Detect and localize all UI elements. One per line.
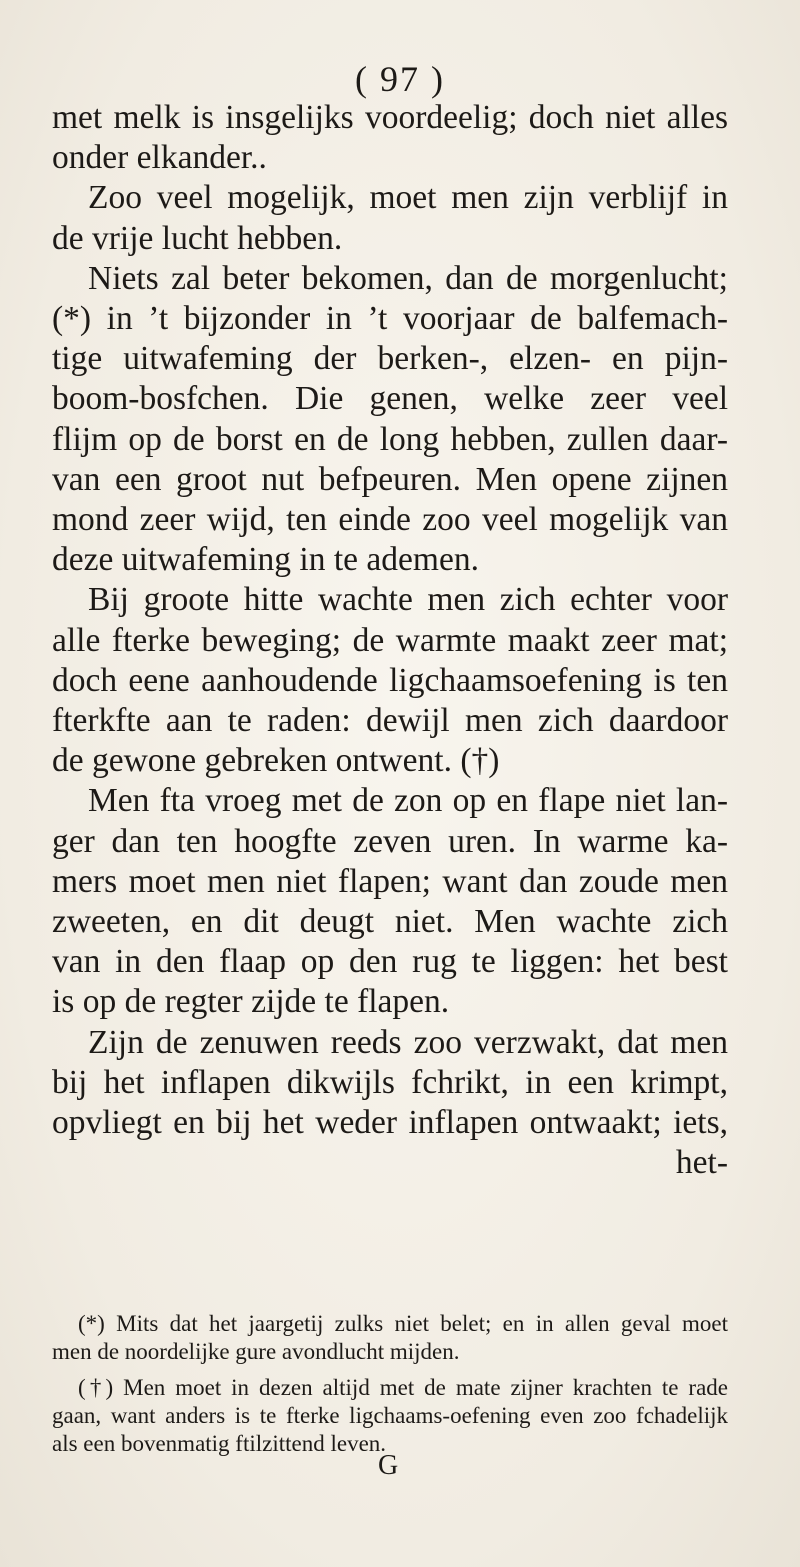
text-line: Zoo veel mogelijk, moet men zijn verblijf in bbox=[88, 179, 728, 217]
text-line: mond zeer wijd, ten einde zoo veel mogelijk van bbox=[52, 501, 728, 538]
text-line: met melk is insgelijks voordeelig; doch niet alles bbox=[52, 99, 728, 136]
footnote-line: (†) Men moet in dezen altijd met de mate zijner krachten te rade bbox=[78, 1375, 728, 1400]
text-line: alle fterke beweging; de warmte maakt zeer mat; bbox=[52, 621, 728, 659]
text-line: Zijn de zenuwen reeds zoo verzwakt, dat men bbox=[88, 1023, 728, 1061]
text-line: deze uitwafeming in te ademen. bbox=[52, 541, 479, 579]
text-line: mers moet men niet flapen; want dan zoude men bbox=[52, 862, 728, 900]
text-line: bij het inflapen dikwijls fchrikt, in een krimpt, bbox=[52, 1063, 728, 1101]
text-line: (*) in ’t bijzonder in ’t voorjaar de balfemach- bbox=[52, 300, 728, 337]
text-line: onder elkander.. bbox=[52, 139, 267, 177]
footnote-line: gaan, want anders is te fterke ligchaams-oefening even zoo fchadelijk bbox=[52, 1403, 728, 1428]
text-line: fterkfte aan te raden: dewijl men zich daardoor bbox=[52, 702, 728, 739]
text-line: Niets zal beter bekomen, dan de morgenlucht; bbox=[88, 259, 728, 297]
text-line: van een groot nut befpeuren. Men opene zijnen bbox=[52, 460, 728, 498]
footnote-line: men de noordelijke gure avondlucht mijden. bbox=[52, 1339, 460, 1364]
text-line: ger dan ten hoogfte zeven uren. In warme ka- bbox=[52, 822, 728, 860]
text-line: tige uitwafeming der berken-, elzen- en pijn- bbox=[52, 340, 728, 378]
text-line: van in den flaap op den rug te liggen: het best bbox=[52, 943, 728, 981]
text-line: Bij groote hitte wachte men zich echter voor bbox=[88, 581, 728, 619]
text-line: opvliegt en bij het weder inflapen ontwaakt; iets, bbox=[52, 1104, 728, 1141]
page-number: ( 97 ) bbox=[355, 59, 445, 99]
text-line: doch eene aanhoudende ligchaamsoefening is ten bbox=[52, 661, 728, 699]
text-line: zweeten, en dit deugt niet. Men wachte zich bbox=[52, 903, 728, 940]
text-line: de vrije lucht hebben. bbox=[52, 219, 343, 257]
text-line: de gewone gebreken ontwent. (†) bbox=[52, 742, 500, 780]
text-line: is op de regter zijde te flapen. bbox=[52, 983, 450, 1021]
text-line: het- bbox=[675, 1144, 728, 1182]
footnote-line: (*) Mits dat het jaargetij zulks niet belet; en in allen geval moet bbox=[78, 1311, 728, 1336]
signature-mark: G bbox=[378, 1450, 399, 1481]
text-line: flijm op de borst en de long hebben, zullen daar- bbox=[52, 420, 728, 458]
footnote-line: als een bovenmatig ftilzittend leven. bbox=[52, 1431, 387, 1456]
text-line: boom-bosfchen. Die genen, welke zeer veel bbox=[52, 380, 728, 418]
text-line: Men fta vroeg met de zon op en flape niet lan- bbox=[88, 782, 728, 820]
